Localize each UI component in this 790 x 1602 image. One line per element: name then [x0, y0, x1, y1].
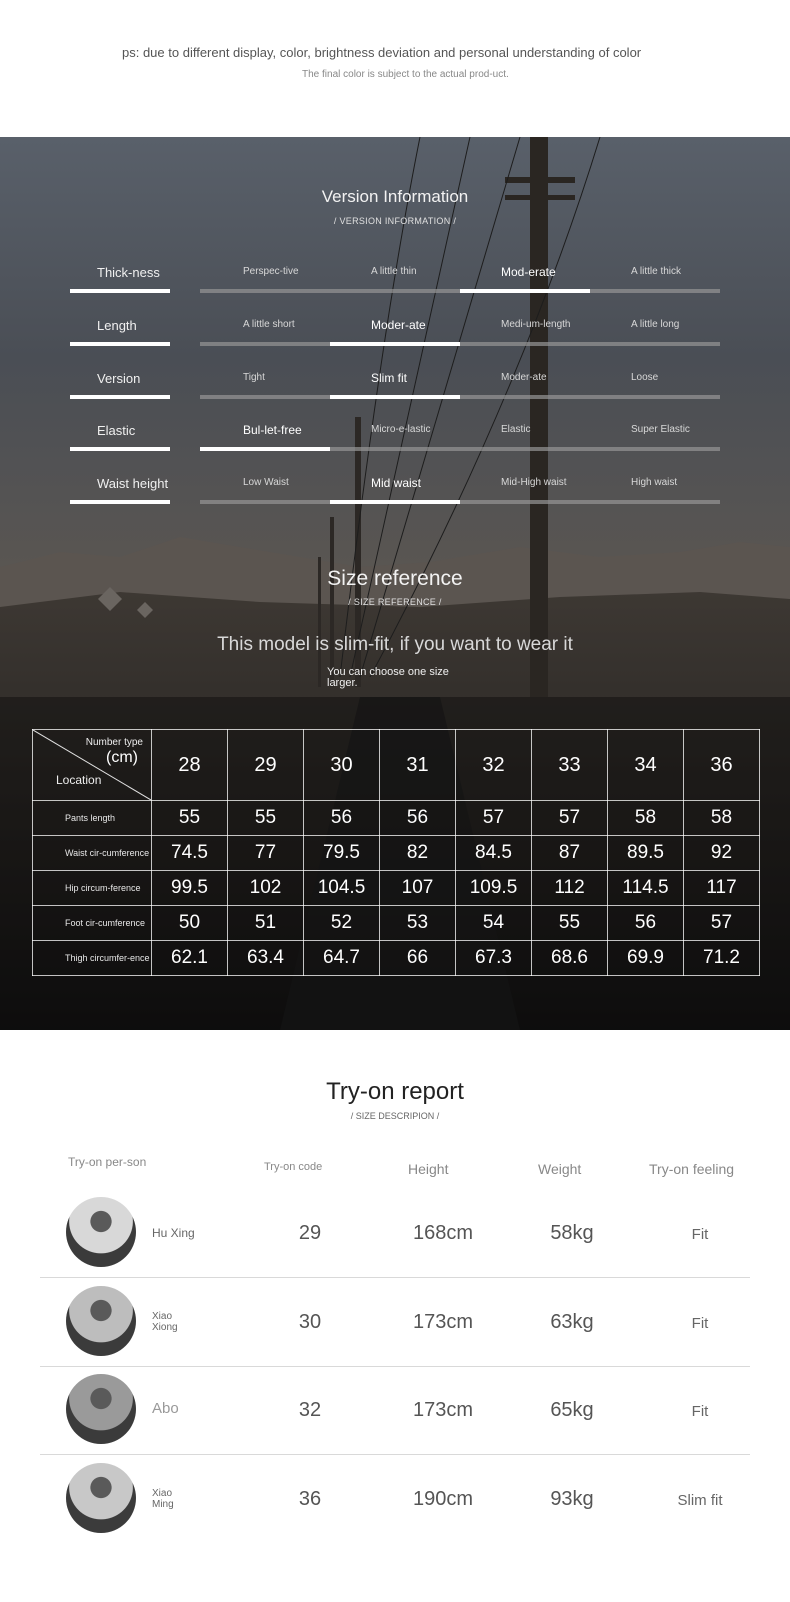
measurement-label: Foot cir-cumference [33, 906, 152, 941]
person-name: Xiao Ming [152, 1488, 174, 1510]
attribute-row [70, 254, 720, 294]
measurement-value: 57 [532, 801, 608, 836]
tryon-code: 36 [298, 1488, 322, 1510]
row-divider [40, 1277, 750, 1278]
measurement-value: 58 [608, 801, 684, 836]
measurement-value: 53 [380, 906, 456, 941]
attribute-name-underline [70, 500, 170, 504]
attribute-name-underline [70, 289, 170, 293]
attribute-option: A little long [631, 319, 680, 330]
measurement-label: Thigh circumfer-ence [33, 941, 152, 976]
size-header-cell: 28 [152, 730, 228, 801]
fit-feeling: Fit [691, 1403, 709, 1420]
notice-subline: The final color is subject to the actual prod-uct. [302, 69, 509, 80]
size-reference-subtitle: / SIZE REFERENCE / [348, 597, 442, 607]
weight-value: 58kg [550, 1222, 594, 1244]
attribute-name-underline [70, 342, 170, 346]
height-value: 173cm [412, 1399, 474, 1421]
attribute-option: Bul-let-free [243, 423, 302, 437]
fit-feeling: Fit [691, 1226, 709, 1243]
size-table [32, 729, 760, 976]
version-info-subtitle: / VERSION INFORMATION / [333, 216, 457, 226]
measurement-value: 114.5 [608, 871, 684, 906]
measurement-value: 55 [152, 801, 228, 836]
size-header-cell: 36 [684, 730, 760, 801]
attribute-option: Loose [631, 372, 659, 383]
measurement-value: 69.9 [608, 941, 684, 976]
person-name: Hu Xing [152, 1226, 195, 1240]
attribute-row [70, 412, 720, 452]
tryon-code: 30 [298, 1311, 322, 1333]
measurement-value: 66 [380, 941, 456, 976]
height-value: 168cm [412, 1222, 474, 1244]
fit-feeling: Slim fit [677, 1492, 723, 1509]
size-header-cell: 31 [380, 730, 456, 801]
measurement-value: 52 [304, 906, 380, 941]
avatar [66, 1286, 136, 1356]
measurement-value: 50 [152, 906, 228, 941]
tryon-subtitle: / SIZE DESCRIPION / [350, 1111, 440, 1121]
size-header-cell: 34 [608, 730, 684, 801]
measurement-value: 67.3 [456, 941, 532, 976]
measurement-value: 117 [684, 871, 760, 906]
measurement-label: Pants length [33, 801, 152, 836]
tryon-code: 29 [298, 1222, 322, 1244]
measurement-value: 99.5 [152, 871, 228, 906]
size-reference-title: Size reference [327, 567, 463, 590]
measurement-value: 74.5 [152, 836, 228, 871]
measurement-value: 109.5 [456, 871, 532, 906]
attribute-name: Version [97, 370, 141, 386]
header-height: Height [408, 1161, 449, 1177]
measurement-value: 56 [304, 801, 380, 836]
weight-value: 65kg [550, 1399, 594, 1421]
measurement-value: 51 [228, 906, 304, 941]
notice-line: ps: due to different display, color, brightness deviation and personal understanding of color [122, 45, 642, 60]
measurement-value: 54 [456, 906, 532, 941]
product-info-panel [0, 137, 790, 1030]
measurement-value: 79.5 [304, 836, 380, 871]
location-label: Location [56, 773, 102, 787]
measurement-value: 68.6 [532, 941, 608, 976]
attribute-option: Perspec-tive [243, 266, 299, 277]
size-row [33, 906, 760, 941]
header-person: Try-on per-son [68, 1155, 147, 1169]
person-name: Abo [152, 1400, 179, 1417]
size-header-cell: 29 [228, 730, 304, 801]
size-header-cell: 32 [456, 730, 532, 801]
attribute-name-underline [70, 395, 170, 399]
attribute-option: A little thick [631, 266, 682, 277]
attribute-option: High waist [631, 477, 678, 488]
measurement-value: 112 [532, 871, 608, 906]
row-divider [40, 1366, 750, 1367]
measurement-value: 102 [228, 871, 304, 906]
avatar [66, 1463, 136, 1533]
avatar [66, 1197, 136, 1267]
attribute-option: A little short [243, 319, 295, 330]
measurement-value: 89.5 [608, 836, 684, 871]
attribute-option: Medi-um-length [501, 319, 571, 330]
size-header-cell: 30 [304, 730, 380, 801]
attribute-option: Micro-e-lastic [371, 424, 431, 435]
weight-value: 93kg [550, 1488, 594, 1510]
measurement-value: 104.5 [304, 871, 380, 906]
fit-message: This model is slim-fit, if you want to wear it [217, 634, 573, 655]
attribute-option: Slim fit [371, 371, 407, 385]
tryon-row [40, 1195, 750, 1284]
person-name: Xiao Xiong [152, 1311, 178, 1333]
header-code: Try-on code [264, 1161, 323, 1173]
measurement-value: 64.7 [304, 941, 380, 976]
measurement-value: 92 [684, 836, 760, 871]
attribute-option: Tight [243, 372, 265, 383]
tryon-code: 32 [298, 1399, 322, 1421]
tryon-row [40, 1284, 750, 1373]
attribute-option: Moder-ate [371, 318, 426, 332]
measurement-value: 58 [684, 801, 760, 836]
measurement-label: Waist cir-cumference [33, 836, 152, 871]
attribute-option: Moder-ate [501, 372, 547, 383]
tryon-row [40, 1372, 750, 1461]
measurement-value: 55 [228, 801, 304, 836]
attribute-row [70, 465, 720, 505]
unit-label: (cm) [106, 749, 138, 766]
header-feeling: Try-on feeling [649, 1161, 735, 1177]
attribute-name: Elastic [97, 422, 136, 438]
tryon-row [40, 1461, 750, 1550]
measurement-label: Hip circum-ference [33, 871, 152, 906]
size-row [33, 836, 760, 871]
height-value: 173cm [412, 1311, 474, 1333]
measurement-value: 63.4 [228, 941, 304, 976]
row-divider [40, 1454, 750, 1455]
size-row [33, 871, 760, 906]
weight-value: 63kg [550, 1311, 594, 1333]
attribute-option: Super Elastic [631, 424, 690, 435]
attribute-option: Mid waist [371, 476, 422, 490]
measurement-value: 87 [532, 836, 608, 871]
size-header-cell: 33 [532, 730, 608, 801]
measurement-value: 56 [608, 906, 684, 941]
fit-message-sub: You can choose one size larger. [327, 666, 449, 689]
attribute-option: A little thin [371, 266, 417, 277]
size-header-row [33, 730, 760, 801]
avatar [66, 1374, 136, 1444]
measurement-value: 57 [456, 801, 532, 836]
attribute-name: Length [97, 317, 137, 333]
measurement-value: 56 [380, 801, 456, 836]
version-info-title: Version Information [321, 187, 469, 206]
attribute-name: Thick-ness [97, 264, 160, 280]
measurement-value: 55 [532, 906, 608, 941]
attribute-name: Waist height [97, 475, 169, 491]
attribute-row [70, 360, 720, 400]
measurement-value: 62.1 [152, 941, 228, 976]
measurement-value: 77 [228, 836, 304, 871]
attribute-option: Elastic [501, 424, 531, 435]
number-type-label: Number type [85, 737, 143, 748]
attribute-option: Mid-High waist [501, 477, 567, 488]
attribute-option: Low Waist [243, 477, 289, 488]
tryon-title: Try-on report [326, 1078, 464, 1105]
measurement-value: 84.5 [456, 836, 532, 871]
table-corner-cell [33, 730, 152, 801]
size-row [33, 941, 760, 976]
attribute-option: Mod-erate [501, 265, 556, 279]
measurement-value: 82 [380, 836, 456, 871]
size-row [33, 801, 760, 836]
measurement-value: 107 [380, 871, 456, 906]
measurement-value: 71.2 [684, 941, 760, 976]
fit-feeling: Fit [691, 1315, 709, 1332]
height-value: 190cm [412, 1488, 474, 1510]
attribute-row [70, 307, 720, 347]
header-weight: Weight [538, 1161, 582, 1177]
attribute-name-underline [70, 447, 170, 451]
measurement-value: 57 [684, 906, 760, 941]
